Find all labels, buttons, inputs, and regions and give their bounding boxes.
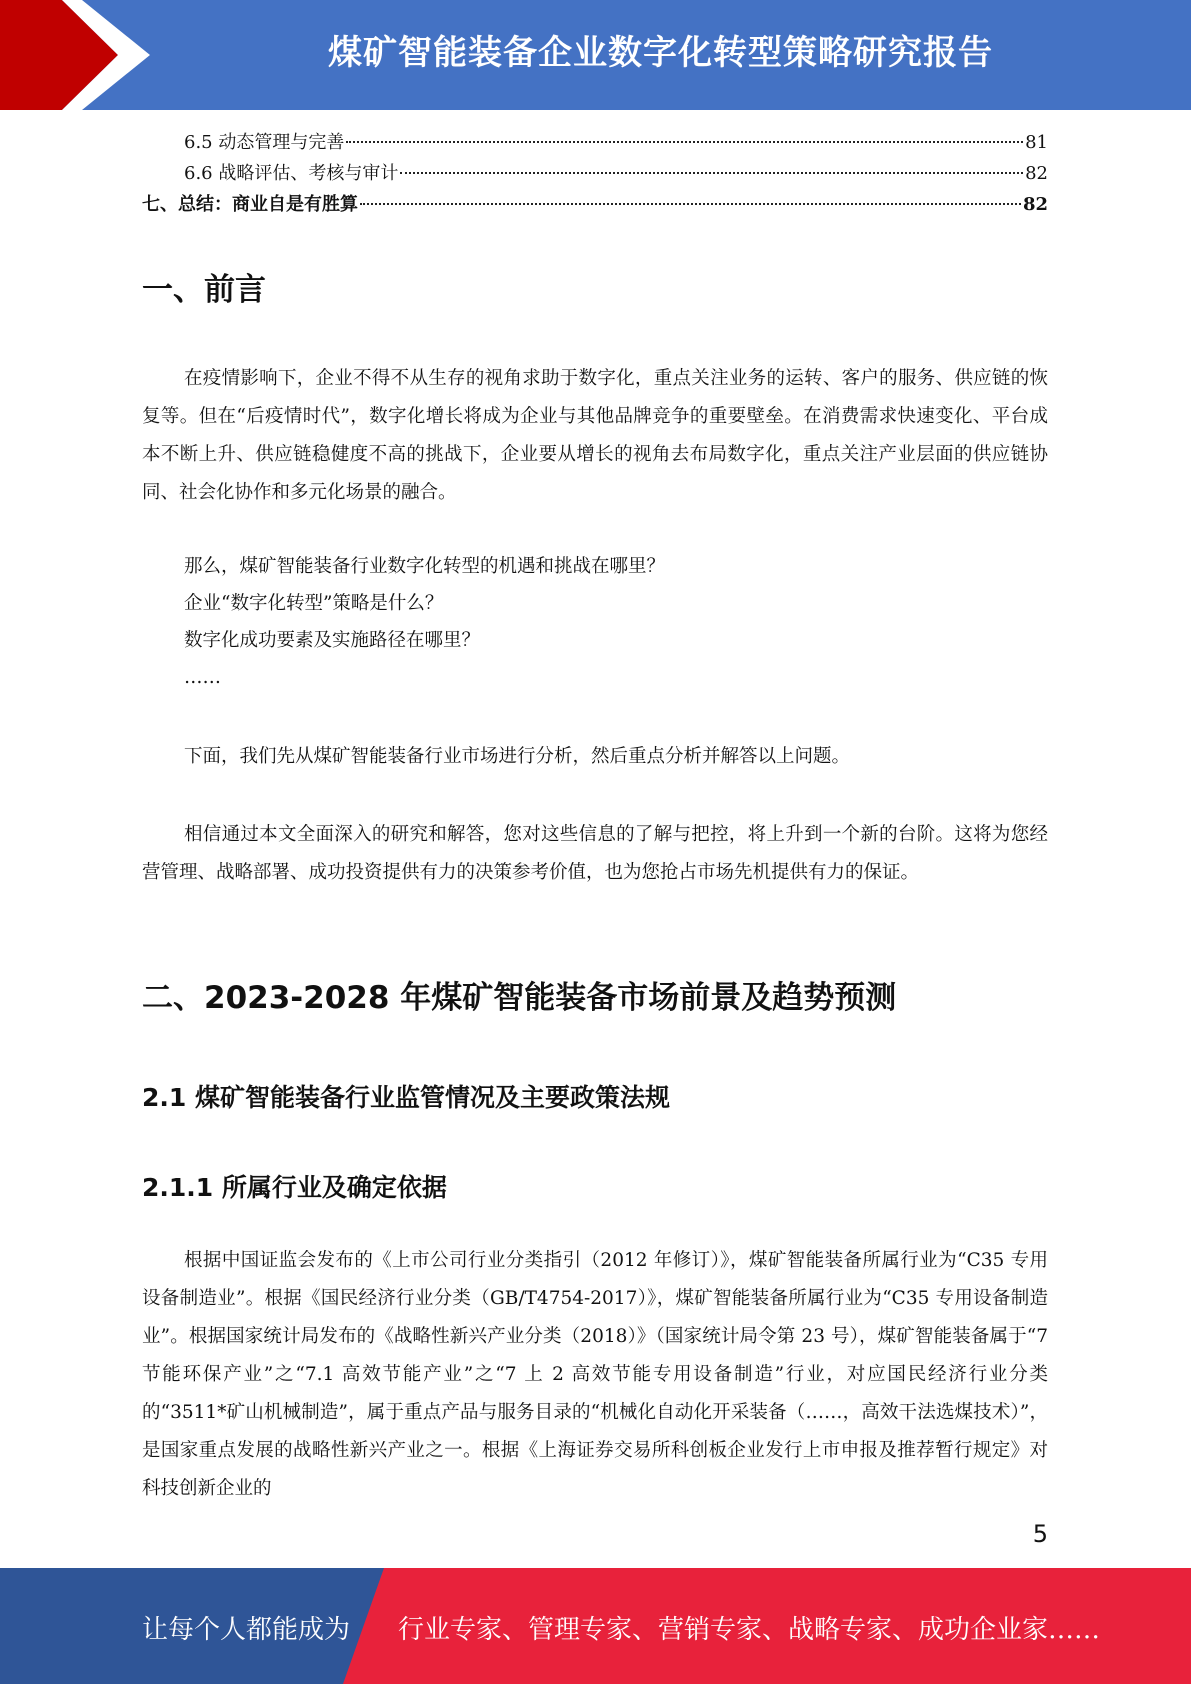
toc-label: 七、总结：商业自是有胜算 (142, 194, 358, 215)
paragraph-industry: 根据中国证监会发布的《上市公司行业分类指引（2012 年修订）》，煤矿智能装备所属行业为“C35 专用设备制造业”。根据《国民经济行业分类（GB/T4754-2017）》，煤矿智能装备所属行业为“C35 专用设备制造业”。根据国家统计局发布的《战略性新兴产业分类（2018）》（国家统计局令第 23 号），煤矿智能装备属于“7 节能环保产业”之“7.1 高效节能产业”之“7 上 2 高效节能专用设备制造”行业，对应国民经济行业分类的“3511*矿山机械制造”，属于重点产品与服务目录的“机械化自动化开采装备（……，高效干法选煤技术）”，是国家重点发展的战略性新兴产业之一。根据《上海证券交易所科创板企业发行上市申报及推荐暂行规定》对科技创新企业的 (142, 1250, 1048, 1499)
toc-label: 6.5 动态管理与完善 (184, 132, 345, 153)
toc-entry[interactable] (142, 159, 1048, 190)
footer-slogan-left: 让每个人都能成为 (142, 1615, 351, 1645)
paragraph-preface-3: 相信通过本文全面深入的研究和解答，您对这些信息的了解与把控，将上升到一个新的台阶。这将为您经营管理、战略部署、成功投资提供有力的决策参考价值，也为您抢占市场先机提供有力的保证。 (142, 824, 1048, 883)
question-line: 企业“数字化转型”策略是什么？ (184, 593, 444, 614)
toc-entry[interactable] (142, 190, 1048, 221)
toc-entry[interactable] (142, 128, 1048, 159)
toc-leader (346, 141, 1023, 143)
paragraph-preface-1: 在疫情影响下，企业不得不从生存的视角求助于数字化，重点关注业务的运转、客户的服务、供应链的恢复等。但在“后疫情时代”，数字化增长将成为企业与其他品牌竞争的重要壁垒。在消费需求快速变化、平台成本不断上升、供应链稳健度不高的挑战下，企业要从增长的视角去布局数字化，重点关注产业层面的供应链协同、社会化协作和多元化场景的融合。 (142, 368, 1048, 503)
toc-label: 6.6 战略评估、考核与审计 (184, 163, 399, 184)
section-heading-preface: 一、前言 (142, 272, 266, 308)
subsection-heading-regulation: 2.1 煤矿智能装备行业监管情况及主要政策法规 (142, 1083, 670, 1112)
page-header (0, 0, 1191, 110)
question-line: 数字化成功要素及实施路径在哪里？ (184, 630, 481, 651)
section-heading-market: 二、2023-2028 年煤矿智能装备市场前景及趋势预测 (142, 980, 897, 1016)
toc-page: 82 (1022, 194, 1048, 215)
toc-leader (400, 172, 1023, 174)
question-line: …… (184, 667, 221, 688)
page-number: 5 (1032, 1520, 1048, 1548)
footer-slogan-right: 行业专家、管理专家、营销专家、战略专家、成功企业家…… (398, 1615, 1101, 1645)
page-footer (0, 1568, 1191, 1684)
toc-page: 81 (1025, 132, 1048, 153)
question-line: 那么，煤矿智能装备行业数字化转型的机遇和挑战在哪里？ (184, 556, 666, 577)
subsection-heading-industry: 2.1.1 所属行业及确定依据 (142, 1173, 447, 1202)
report-title: 煤矿智能装备企业数字化转型策略研究报告 (328, 33, 993, 73)
toc-leader (360, 203, 1021, 205)
toc-page: 82 (1025, 163, 1048, 184)
paragraph-preface-2: 下面，我们先从煤矿智能装备行业市场进行分析，然后重点分析并解答以上问题。 (184, 746, 851, 767)
table-of-contents (142, 128, 1048, 221)
